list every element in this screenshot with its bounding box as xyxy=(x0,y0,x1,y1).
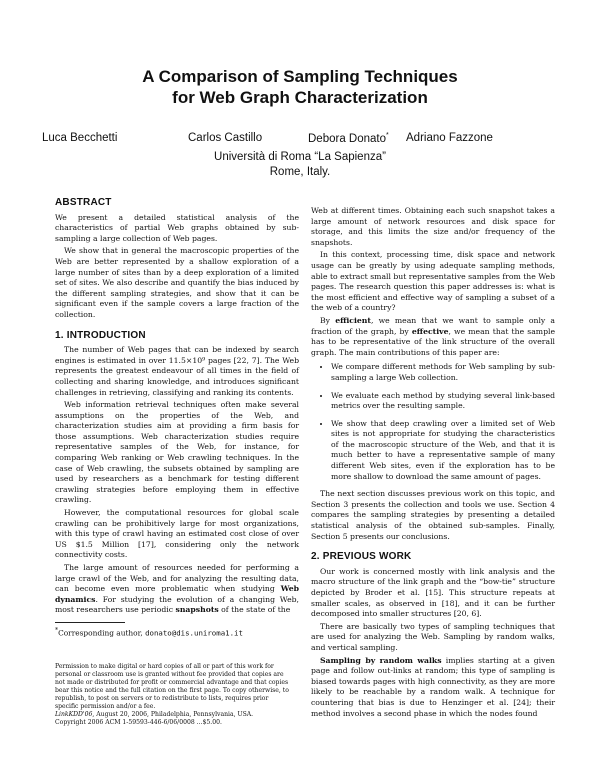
intro-paragraph-4 xyxy=(55,563,299,616)
right-p3-a: By xyxy=(320,315,336,325)
footnote-email: donato@dis.uniroma1.it xyxy=(145,628,243,638)
right-paragraph-2: In this context, processing time, disk space and network usage can be greatly by using adequate sampling methods, able to extract small but representative samples from the Web pages. The research question this paper addresses is: what is the most efficient and effective way of sampling a subset of a the web of a country? xyxy=(311,250,555,313)
paper-title xyxy=(0,66,600,108)
intro-p4-snapshots: snapshots xyxy=(175,605,219,615)
author-4-name: Adriano Fazzone xyxy=(406,132,493,144)
right-paragraph-4: The next section discusses previous work on this topic, and Section 3 presents the collection and tools we use. Section 4 compares the sampling strategies by presenting a detailed statistical analysis of the obtained sub-samples. Finally, Section 5 presents our conclusions. xyxy=(311,489,555,541)
right-p3-c: , we mean that we want to sample only a fraction of the graph, by xyxy=(311,315,556,336)
abstract-paragraph-2: We show that in general the macroscopic properties of the Web are better represented by a shallow exploration of a large number of sites than by a deep exploration of a limited set of sites. We also describe and quantify the bias induced by the different sampling strategies, and show that it can be significant even if the sample covers a large fraction of the collection. xyxy=(55,246,299,319)
intro-paragraph-2: Web information retrieval techniques often make several assumptions on the properties of the Web, and characterization studies aim at providing a firm basis for those assumptions. Web characterization studies require representative samples of the Web, for instance, for comparing Web ranking or Web crawling techniques. In the case of Web crawling, the subsets obtained by sampling are used by researchers as a benchmark for testing different crawling strategies before employing them in effective crawling. xyxy=(55,400,299,505)
footnote-text: Corresponding author, xyxy=(58,628,146,638)
affiliation xyxy=(0,150,600,180)
author-list xyxy=(40,132,560,148)
right-paragraph-7 xyxy=(311,656,555,720)
right-paragraph-1: Web at different times. Obtaining each such snapshot takes a large amount of network resources and disk space for storage, and this limits the size and/or frequency of the snapshots. xyxy=(311,206,555,247)
author-3 xyxy=(308,132,389,145)
intro-p4-a: The large amount of resources needed for performing a large crawl of the Web, and for analyzing the resulting data, can become even more problematic when studying xyxy=(55,563,299,594)
footnote xyxy=(55,626,299,639)
right-column xyxy=(311,206,555,721)
author-1 xyxy=(42,132,117,144)
permission-venue xyxy=(55,711,291,719)
author-3-mark: * xyxy=(386,132,389,139)
intro-paragraph-3: However, the computational resources for global scale crawling can be prohibitively large for most organizations, with this type of crawl having an estimated cost close of over US $1.5 Million [17], considering only the network connectivity costs. xyxy=(55,508,299,560)
author-2-name: Carlos Castillo xyxy=(188,132,263,144)
intro-paragraph-1: The number of Web pages that can be indexed by search engines is estimated in over 11.5×10⁹ pages [22, 7]. The Web represents the greatest endeavour of all times in the field of collecting and sharing knowledge, and introduces significant challenges in retrieving, classifying and ranking its contents. xyxy=(55,345,299,397)
previous-work-heading: 2. PREVIOUS WORK xyxy=(311,551,412,563)
copyright-line: Copyright 2006 ACM 1-59593-446-6/06/0008 ...$5.00. xyxy=(55,719,222,726)
contribution-item-3: • We show that deep crawling over a limited set of Web sites is not appropriate for studying the characteristics of the macroscopic structure of the Web, and that it is much better to have a representative sample of many different Web sites, even if the exploration has to be more shallow to download the same amount of pages. xyxy=(331,419,555,483)
intro-p4-web-dynamics: Web dynamics xyxy=(55,584,299,604)
venue-details: August 20, 2006, Philadelphia, Pennsylvania, USA. xyxy=(94,711,254,718)
contribution-item-1: • We compare different methods for Web sampling by sub-sampling a large Web collection. xyxy=(331,362,555,383)
footnote-rule xyxy=(55,622,125,623)
right-paragraph-5: Our work is concerned mostly with link analysis and the macro structure of the link graph and the “bow-tie” structure depicted by Broder et al. [15]. This structure repeats at smaller scales, as observed in [18], and it can be further decomposed into smaller structures [20, 6]. xyxy=(311,566,555,619)
affiliation-line-1: Università di Roma “La Sapienza” xyxy=(214,151,386,163)
contribution-item-2: • We evaluate each method by studying several link-based metrics over the resulting sample. xyxy=(331,391,555,412)
contributions-list xyxy=(311,362,555,482)
title-line-1: A Comparison of Sampling Techniques xyxy=(142,67,458,86)
abstract-heading: ABSTRACT xyxy=(55,197,112,208)
right-p3-efficient: efficient xyxy=(335,315,371,325)
right-p7-text: implies starting at a given page and follow out-links at random; this type of sampling is biased towards pages with high connectivity, as they are more likely to be reachable by a random walk. A technique for countering that bias is due to Henzinger et al. [24]; their method involves a second phase in which the nodes found xyxy=(311,655,555,718)
right-p3-e: , we mean that the sample has to be representative of the link structure of the overall graph. The main contributions of this paper are: xyxy=(311,326,555,357)
title-line-2: for Web Graph Characterization xyxy=(172,88,428,107)
intro-p4-e: of the state of the xyxy=(218,605,291,615)
intro-p4-c: . For studying the evolution of a changing Web, most researchers use periodic xyxy=(55,594,299,615)
author-1-name: Luca Becchetti xyxy=(42,132,118,144)
affiliation-line-2: Rome, Italy. xyxy=(269,166,331,178)
permission-text: Permission to make digital or hard copies of all or part of this work for personal or classroom use is granted without fee provided that copies are not made or distributed for profit or commercial advantage and that copies bear this notice and the full citation on the first page. To copy otherwise, to republish, to post on servers or to redistribute to lists, requires prior specific permission and/or a fee. xyxy=(55,663,289,710)
footnote-mark: * xyxy=(55,626,59,634)
random-walks-term: Sampling by random walks xyxy=(320,655,442,665)
right-paragraph-3 xyxy=(311,316,555,358)
author-3-name: Debora Donato xyxy=(308,132,386,145)
right-paragraph-6: There are basically two types of sampling techniques that are used for analyzing the Web. Sampling by random walks, and vertical sampling. xyxy=(311,621,555,652)
venue-name: LinkKDD'06, xyxy=(55,711,95,718)
left-column xyxy=(55,198,299,639)
author-4 xyxy=(406,132,493,144)
right-p3-effective: effective xyxy=(411,326,449,336)
permission-notice xyxy=(55,663,291,727)
abstract-paragraph-1: We present a detailed statistical analysis of the characteristics of partial Web graphs obtained by sub-sampling a large collection of Web pages. xyxy=(55,212,299,243)
author-2 xyxy=(188,132,262,144)
introduction-heading: 1. INTRODUCTION xyxy=(55,329,146,341)
